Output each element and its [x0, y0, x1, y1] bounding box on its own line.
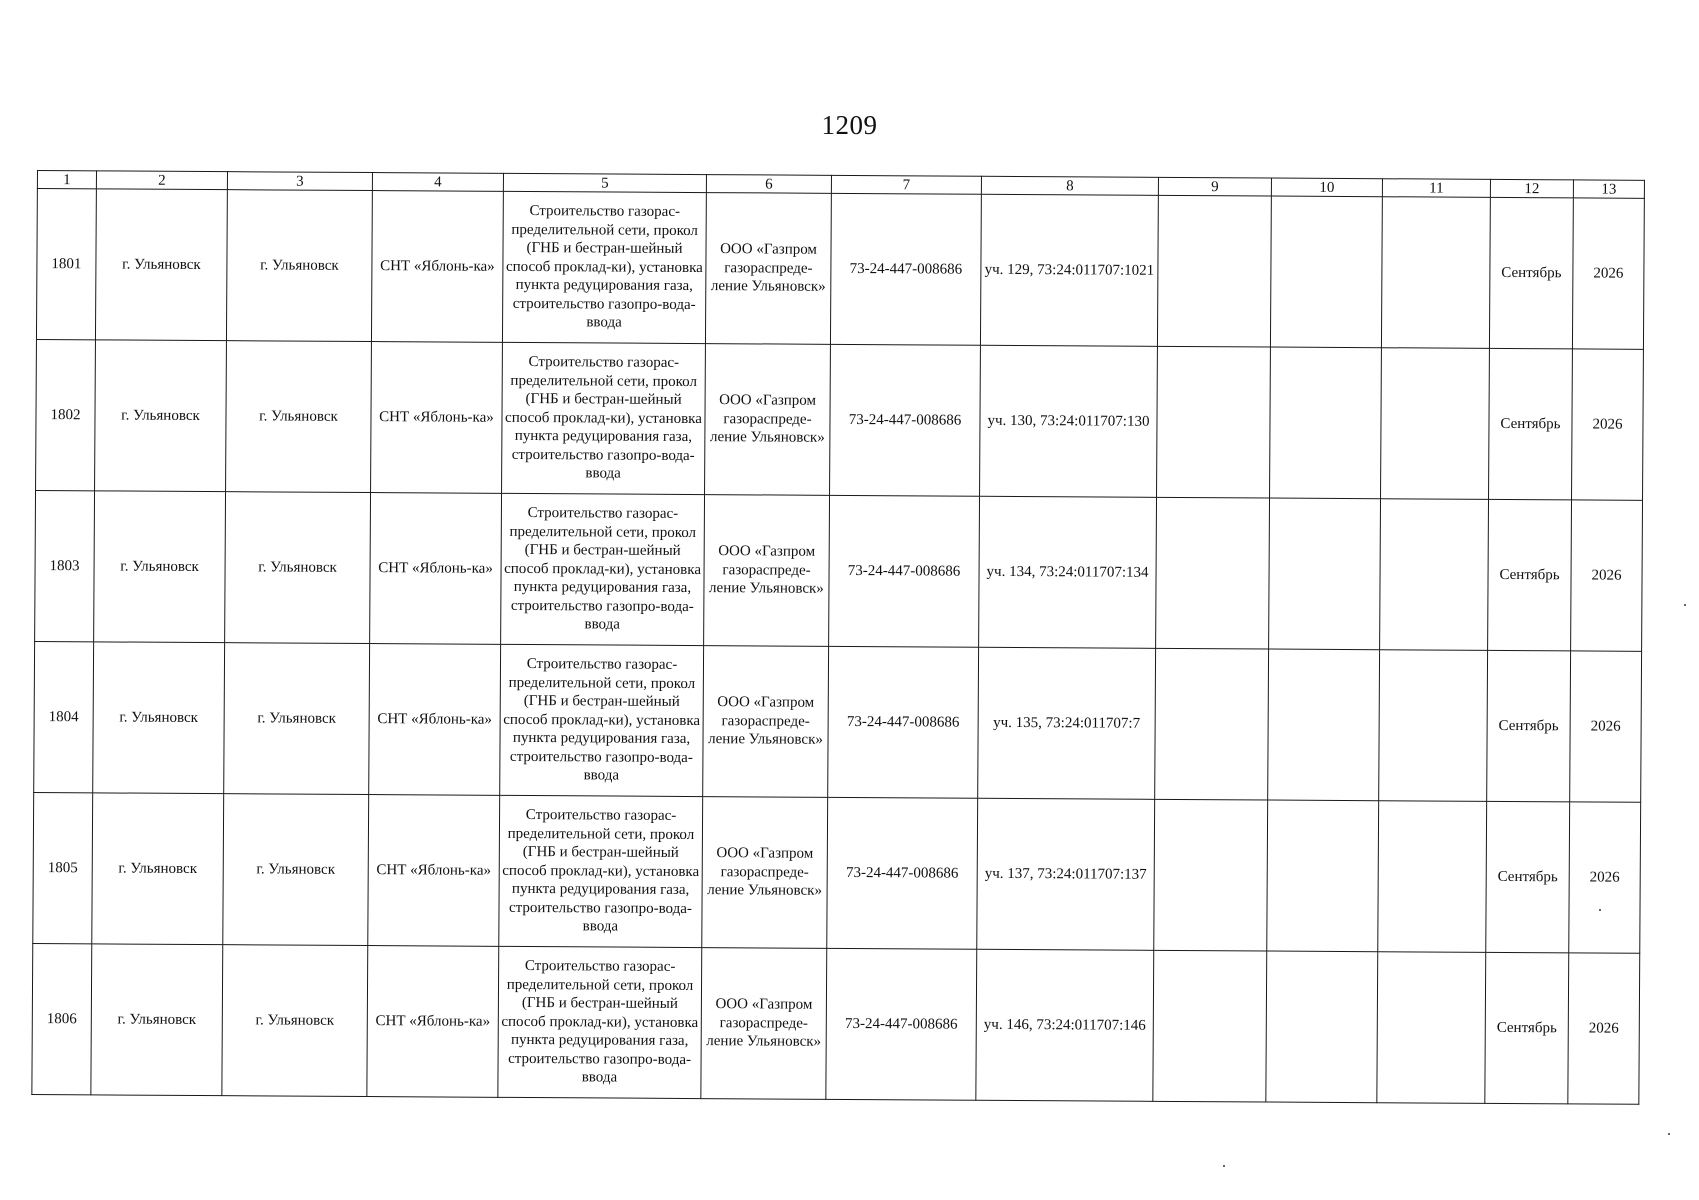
snt-cell: СНТ «Яблонь-ка»: [371, 342, 503, 494]
column-header: 3: [227, 172, 372, 191]
row-number: 1804: [34, 641, 94, 792]
table-row: [36, 189, 1644, 350]
code-cell: 73-24-447-008686: [830, 193, 981, 345]
empty-cell: [1269, 498, 1381, 650]
column-header: 5: [503, 173, 706, 192]
code-cell: 73-24-447-008686: [830, 344, 981, 496]
snt-cell: СНТ «Яблонь-ка»: [370, 493, 502, 645]
empty-cell: [1270, 347, 1382, 499]
empty-cell: [1268, 649, 1380, 801]
row-number: 1801: [36, 189, 96, 340]
city-cell: г. Ульяновск: [95, 189, 227, 341]
empty-cell: [1157, 195, 1271, 347]
empty-cell: [1154, 799, 1268, 951]
table-row: [36, 339, 1644, 500]
empty-cell: [1155, 648, 1269, 800]
column-header: 2: [96, 171, 227, 190]
table-row: [32, 943, 1640, 1104]
code-cell: 73-24-447-008686: [826, 948, 977, 1100]
code-cell: 73-24-447-008686: [829, 495, 980, 647]
year-cell: 2026: [1572, 349, 1644, 500]
year-cell: 2026: [1572, 198, 1644, 349]
city-cell: г. Ульяновск: [92, 793, 224, 945]
row-number: 1805: [33, 792, 93, 943]
column-header: 1: [37, 171, 96, 189]
year-cell: 2026: [1571, 500, 1643, 651]
empty-cell: [1156, 497, 1270, 649]
work-description-cell: Строительство газорас-пределительной сети, прокол (ГНБ и бестран-шейный способ проклад-ки), установка пункта редуцирования газа, строительство газопро-вода-ввода: [502, 342, 706, 494]
year-cell: 2026: [1569, 802, 1641, 953]
scan-speck: [1684, 604, 1686, 606]
locality-cell: г. Ульяновск: [222, 945, 368, 1097]
plot-cell: уч. 135, 73:24:011707:7: [978, 647, 1156, 799]
scan-speck: [1668, 1133, 1670, 1135]
empty-cell: [1157, 346, 1271, 498]
empty-cell: [1381, 197, 1490, 349]
organization-cell: ООО «Газпром газораспреде-ление Ульяновск»: [701, 948, 827, 1100]
column-header: 13: [1573, 180, 1644, 198]
organization-cell: ООО «Газпром газораспреде-ление Ульяновск»: [705, 344, 831, 496]
work-description-cell: Строительство газорас-пределительной сети, прокол (ГНБ и бестран-шейный способ проклад-ки), установка пункта редуцирования газа, строительство газопро-вода-ввода: [500, 644, 704, 796]
empty-cell: [1379, 650, 1488, 802]
work-description-cell: Строительство газорас-пределительной сети, прокол (ГНБ и бестран-шейный способ проклад-ки), установка пункта редуцирования газа, строительство газопро-вода-ввода: [499, 795, 703, 947]
organization-cell: ООО «Газпром газораспреде-ление Ульяновск»: [704, 495, 830, 647]
column-header: 8: [981, 176, 1158, 195]
empty-cell: [1153, 950, 1267, 1102]
snt-cell: СНТ «Яблонь-ка»: [369, 644, 501, 796]
column-header: 4: [372, 173, 503, 192]
plot-cell: уч. 134, 73:24:011707:134: [979, 496, 1157, 648]
column-header: 12: [1490, 179, 1573, 198]
row-number: 1802: [36, 339, 96, 490]
table-row: [33, 792, 1641, 953]
work-description-cell: Строительство газорас-пределительной сети, прокол (ГНБ и бестран-шейный способ проклад-ки), установка пункта редуцирования газа, строительство газопро-вода-ввода: [501, 493, 705, 645]
locality-cell: г. Ульяновск: [223, 794, 369, 946]
locality-cell: г. Ульяновск: [224, 643, 370, 795]
city-cell: г. Ульяновск: [95, 340, 227, 492]
column-header: 9: [1158, 177, 1271, 196]
month-cell: Сентябрь: [1489, 197, 1573, 349]
registry-table: [31, 170, 1645, 1105]
work-description-cell: Строительство газорас-пределительной сети, прокол (ГНБ и бестран-шейный способ проклад-ки), установка пункта редуцирования газа, строительство газопро-вода-ввода: [498, 946, 702, 1098]
empty-cell: [1266, 951, 1378, 1103]
scan-speck: [1599, 909, 1601, 911]
empty-cell: [1380, 499, 1489, 651]
month-cell: Сентябрь: [1489, 348, 1573, 500]
organization-cell: ООО «Газпром газораспреде-ление Ульяновск»: [703, 646, 829, 798]
empty-cell: [1378, 801, 1487, 953]
empty-cell: [1377, 952, 1486, 1104]
column-header: 11: [1382, 179, 1490, 198]
column-header: 6: [706, 175, 831, 194]
organization-cell: ООО «Газпром газораспреде-ление Ульяновск»: [705, 193, 831, 345]
row-number: 1806: [32, 943, 92, 1094]
plot-cell: уч. 130, 73:24:011707:130: [980, 345, 1158, 497]
empty-cell: [1267, 800, 1379, 952]
row-number: 1803: [35, 490, 95, 641]
month-cell: Сентябрь: [1485, 952, 1569, 1104]
empty-cell: [1381, 348, 1490, 500]
column-header: 7: [831, 175, 981, 194]
year-cell: 2026: [1570, 651, 1642, 802]
plot-cell: уч. 137, 73:24:011707:137: [977, 798, 1155, 950]
column-header: 10: [1271, 178, 1382, 197]
snt-cell: СНТ «Яблонь-ка»: [368, 795, 500, 947]
locality-cell: г. Ульяновск: [225, 492, 371, 644]
scan-speck: [1223, 1165, 1225, 1167]
table-row: [34, 641, 1642, 802]
locality-cell: г. Ульяновск: [226, 190, 372, 342]
organization-cell: ООО «Газпром газораспреде-ление Ульяновск»: [702, 797, 828, 949]
year-cell: 2026: [1568, 953, 1640, 1104]
snt-cell: СНТ «Яблонь-ка»: [367, 946, 499, 1098]
city-cell: г. Ульяновск: [94, 491, 226, 643]
plot-cell: уч. 129, 73:24:011707:1021: [980, 194, 1158, 346]
page-number: 1209: [821, 110, 878, 140]
work-description-cell: Строительство газорас-пределительной сети, прокол (ГНБ и бестран-шейный способ проклад-ки), установка пункта редуцирования газа, строительство газопро-вода-ввода: [502, 191, 706, 343]
locality-cell: г. Ульяновск: [226, 341, 372, 493]
month-cell: Сентябрь: [1486, 801, 1570, 953]
city-cell: г. Ульяновск: [93, 642, 225, 794]
plot-cell: уч. 146, 73:24:011707:146: [976, 949, 1154, 1101]
empty-cell: [1270, 196, 1382, 348]
table-row: [35, 490, 1643, 651]
code-cell: 73-24-447-008686: [828, 646, 979, 798]
city-cell: г. Ульяновск: [91, 944, 223, 1096]
month-cell: Сентябрь: [1488, 499, 1572, 651]
month-cell: Сентябрь: [1487, 650, 1571, 802]
code-cell: 73-24-447-008686: [827, 797, 978, 949]
snt-cell: СНТ «Яблонь-ка»: [371, 191, 503, 343]
